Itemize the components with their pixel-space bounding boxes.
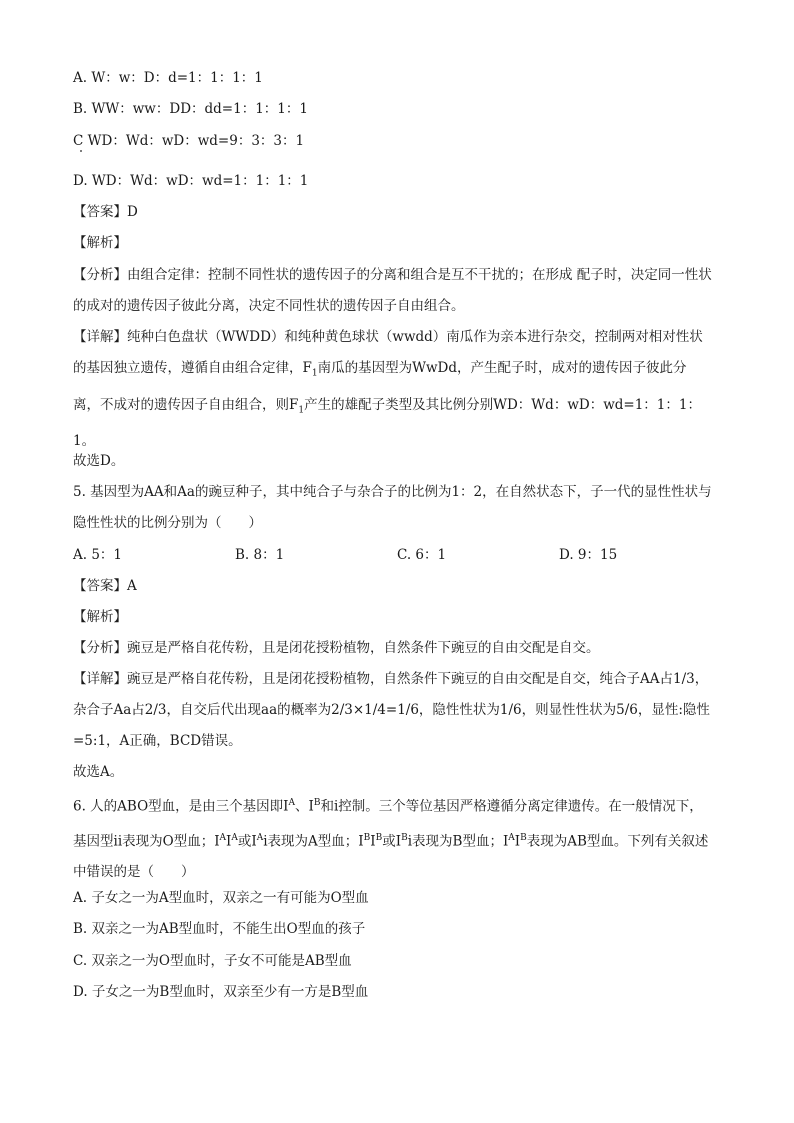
q4-xiangjie-part3: 产生的雄配子类型及其比例分别WD：Wd：wD：wd=1：1：1：1。 bbox=[73, 396, 701, 450]
q5-answer: 【答案】A bbox=[73, 578, 137, 594]
q4-option-b: B. WW：ww：DD：dd=1：1：1：1 bbox=[73, 101, 308, 117]
q6-stem bbox=[73, 788, 713, 888]
q5-fenxi: 【分析】豌豆是严格自花传粉，且是闭花授粉植物，自然条件下豌豆的自由交配是自交。 bbox=[73, 640, 600, 656]
superscript: B bbox=[520, 832, 527, 843]
q4-xiangjie bbox=[73, 322, 713, 457]
stray-dot bbox=[80, 150, 82, 152]
q6-stem-part: 或Ⅰ bbox=[237, 833, 257, 849]
superscript: B bbox=[401, 832, 408, 843]
q5-analysis-heading: 【解析】 bbox=[73, 609, 127, 625]
q6-stem-part: 表现为AB型血。下列有关叙述中错误的是（ ） bbox=[73, 833, 709, 880]
q6-stem-part: i表现为A型血；Ⅰ bbox=[263, 833, 364, 849]
q4-analysis-heading: 【解析】 bbox=[73, 235, 127, 251]
q5-options bbox=[73, 545, 733, 565]
superscript: B bbox=[375, 832, 383, 843]
superscript: B bbox=[363, 832, 371, 843]
q4-xiangjie-part2: 南瓜的基因型为WwDd，产生配子时，成对的遗传因子彼此分离，不成对的遗传因子自由组合，则F bbox=[73, 360, 687, 413]
q4-conclusion: 故选D。 bbox=[73, 453, 125, 469]
q4-option-a: A. W：w：D：d=1：1：1：1 bbox=[73, 70, 263, 86]
q6-stem-part: 或Ⅰ bbox=[382, 833, 402, 849]
q6-stem-part: 、Ⅰ bbox=[295, 798, 314, 815]
q4-answer: 【答案】D bbox=[73, 204, 138, 220]
superscript: A bbox=[219, 832, 227, 843]
superscript: A bbox=[508, 832, 515, 843]
q4-fenxi: 【分析】由组合定律：控制不同性状的遗传因子的分离和组合是互不干扰的；在形成 配子时，决定同一性状的成对的遗传因子彼此分离，决定不同性状的遗传因子自由组合。 bbox=[73, 267, 712, 314]
superscript: A bbox=[231, 832, 238, 843]
superscript: A bbox=[256, 832, 264, 843]
q5-option-a: A. 5：1 bbox=[73, 547, 123, 563]
q6-stem-part: 6. 人的ABO型血，是由三个基因即Ⅰ bbox=[73, 798, 289, 815]
q4-option-c: C WD：Wd：wD：wd=9：3：3：1 bbox=[73, 133, 305, 149]
superscript: B bbox=[313, 798, 321, 808]
q6-stem-part: 和i控制。三个等位基因严格遵循分离定律遗传。在一般情况下，基因型ii表现为O型血；Ⅰ bbox=[73, 798, 703, 849]
q5-xiangjie: 【详解】豌豆是严格自花传粉，且是闭花授粉植物，自然条件下豌豆的自由交配是自交，纯合子AA占1/3，杂合子Aa占2/3，自交后代出现aa的概率为2/3×1/4=1/6，隐性性状为1/6，则显性性状为5/6，显性:隐性=5:1，A正确，BCD错误。 bbox=[73, 671, 710, 749]
q5-option-d: D. 9：15 bbox=[559, 547, 618, 563]
superscript: A bbox=[288, 798, 295, 808]
q4-option-d: D. WD：Wd：wD：wd=1：1：1：1 bbox=[73, 173, 309, 189]
q6-option-a: A. 子女之一为A型血时，双亲之一有可能为O型血 bbox=[73, 890, 369, 906]
q6-stem-part: Ⅰ bbox=[370, 833, 376, 849]
subscript: 1 bbox=[298, 405, 305, 416]
subscript: 1 bbox=[311, 368, 318, 379]
q5-stem: 5. 基因型为AA和Aa的豌豆种子，其中纯合子与杂合子的比例为1：2，在自然状态下，子一代的显性性状与隐性性状的比例分别为（ ） bbox=[73, 484, 712, 531]
q5-option-b: B. 8：1 bbox=[235, 547, 285, 563]
q6-option-b: B. 双亲之一为AB型血时，不能生出O型血的孩子 bbox=[73, 921, 366, 937]
q5-conclusion: 故选A。 bbox=[73, 764, 124, 780]
q6-option-d: D. 子女之一为B型血时，双亲至少有一方是B型血 bbox=[73, 984, 369, 1000]
q5-option-c: C. 6：1 bbox=[397, 547, 447, 563]
q4-xiangjie-part1: 【详解】纯种白色盘状（WWDD）和纯种黄色球状（wwdd）南瓜作为亲本进行杂交，控制两对相对性状的基因独立遗传，遵循自由组合定律，F bbox=[73, 329, 703, 376]
q6-stem-part: i表现为B型血；Ⅰ bbox=[407, 833, 509, 849]
q6-stem-part: Ⅰ bbox=[514, 833, 521, 849]
q6-stem-part: Ⅰ bbox=[226, 833, 232, 849]
q6-option-c: C. 双亲之一为O型血时，子女不可能是AB型血 bbox=[73, 953, 352, 969]
